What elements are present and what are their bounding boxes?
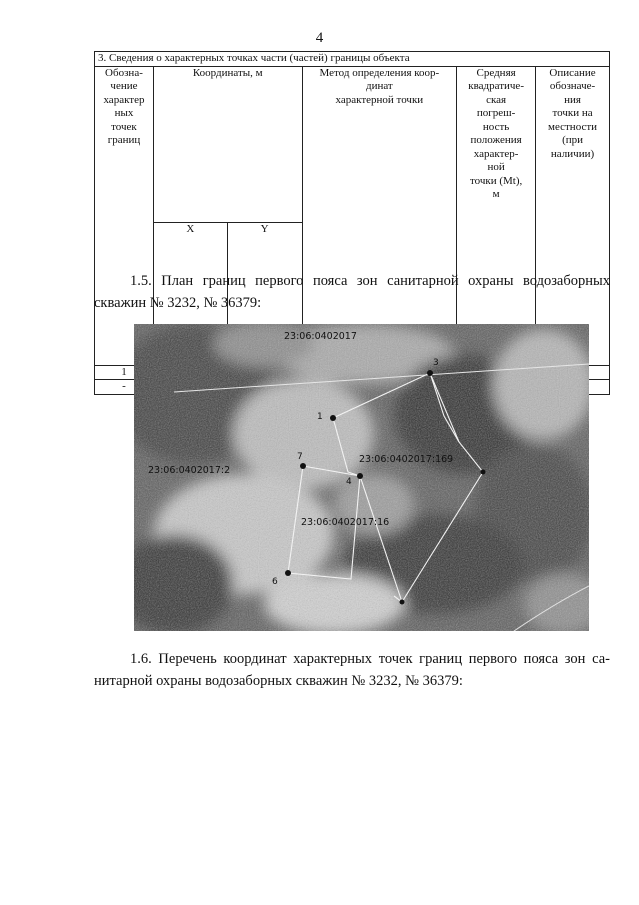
- point-3-label: 3: [433, 358, 439, 368]
- point-1-label: 1: [317, 412, 323, 422]
- cadastral-label-left: 23:06:0402017:2: [148, 465, 231, 476]
- header-coordinates: Координаты, м: [153, 66, 302, 222]
- section-1-5-caption: 1.5. План границ первого пояса зон санитарной охраны водозаборных скважин № 3232, № 36379:: [94, 273, 610, 311]
- cadastral-label-top: 23:06:0402017: [284, 331, 357, 342]
- point-3-marker: [427, 370, 433, 376]
- point-marker: [481, 470, 486, 475]
- point-6-marker: [285, 570, 291, 576]
- table-title: 3. Сведения о характерных точках части (частей) границы объекта: [95, 52, 610, 67]
- point-7-label: 7: [297, 452, 303, 462]
- header-y: Y: [227, 222, 302, 365]
- point-7-marker: [300, 463, 306, 469]
- section-1-6-caption: 1.6. Перечень координат характерных точек границ первого пояса зон са- нитарной охраны водозаборных скважин № 3232, № 36379:: [94, 651, 610, 689]
- page-number: 4: [315, 30, 324, 46]
- point-4-marker: [357, 473, 363, 479]
- cadastral-label-low: 23:06:0402017:16: [301, 517, 390, 528]
- header-x: X: [153, 222, 227, 365]
- header-description: Описание обозначе- ния точки на местности (при наличии): [536, 66, 610, 365]
- point-marker: [400, 600, 405, 605]
- point-6-label: 6: [272, 577, 278, 587]
- map-image: [134, 324, 589, 631]
- table-cell: -: [95, 380, 154, 395]
- point-4-label: 4: [346, 477, 352, 487]
- point-1-marker: [330, 415, 336, 421]
- column-number: 1: [95, 365, 154, 380]
- boundary-plan-map: [134, 324, 589, 631]
- header-point-designation: Обозна- чение характер ных точек границ: [95, 66, 154, 365]
- header-method: Метод определения коор- динат характерной точки: [302, 66, 457, 365]
- header-mean-error: Средняя квадратиче- ская погреш- ность положения характер- ной точки (Mt), м: [457, 66, 536, 365]
- cadastral-label-mid: 23:06:0402017:169: [359, 454, 454, 465]
